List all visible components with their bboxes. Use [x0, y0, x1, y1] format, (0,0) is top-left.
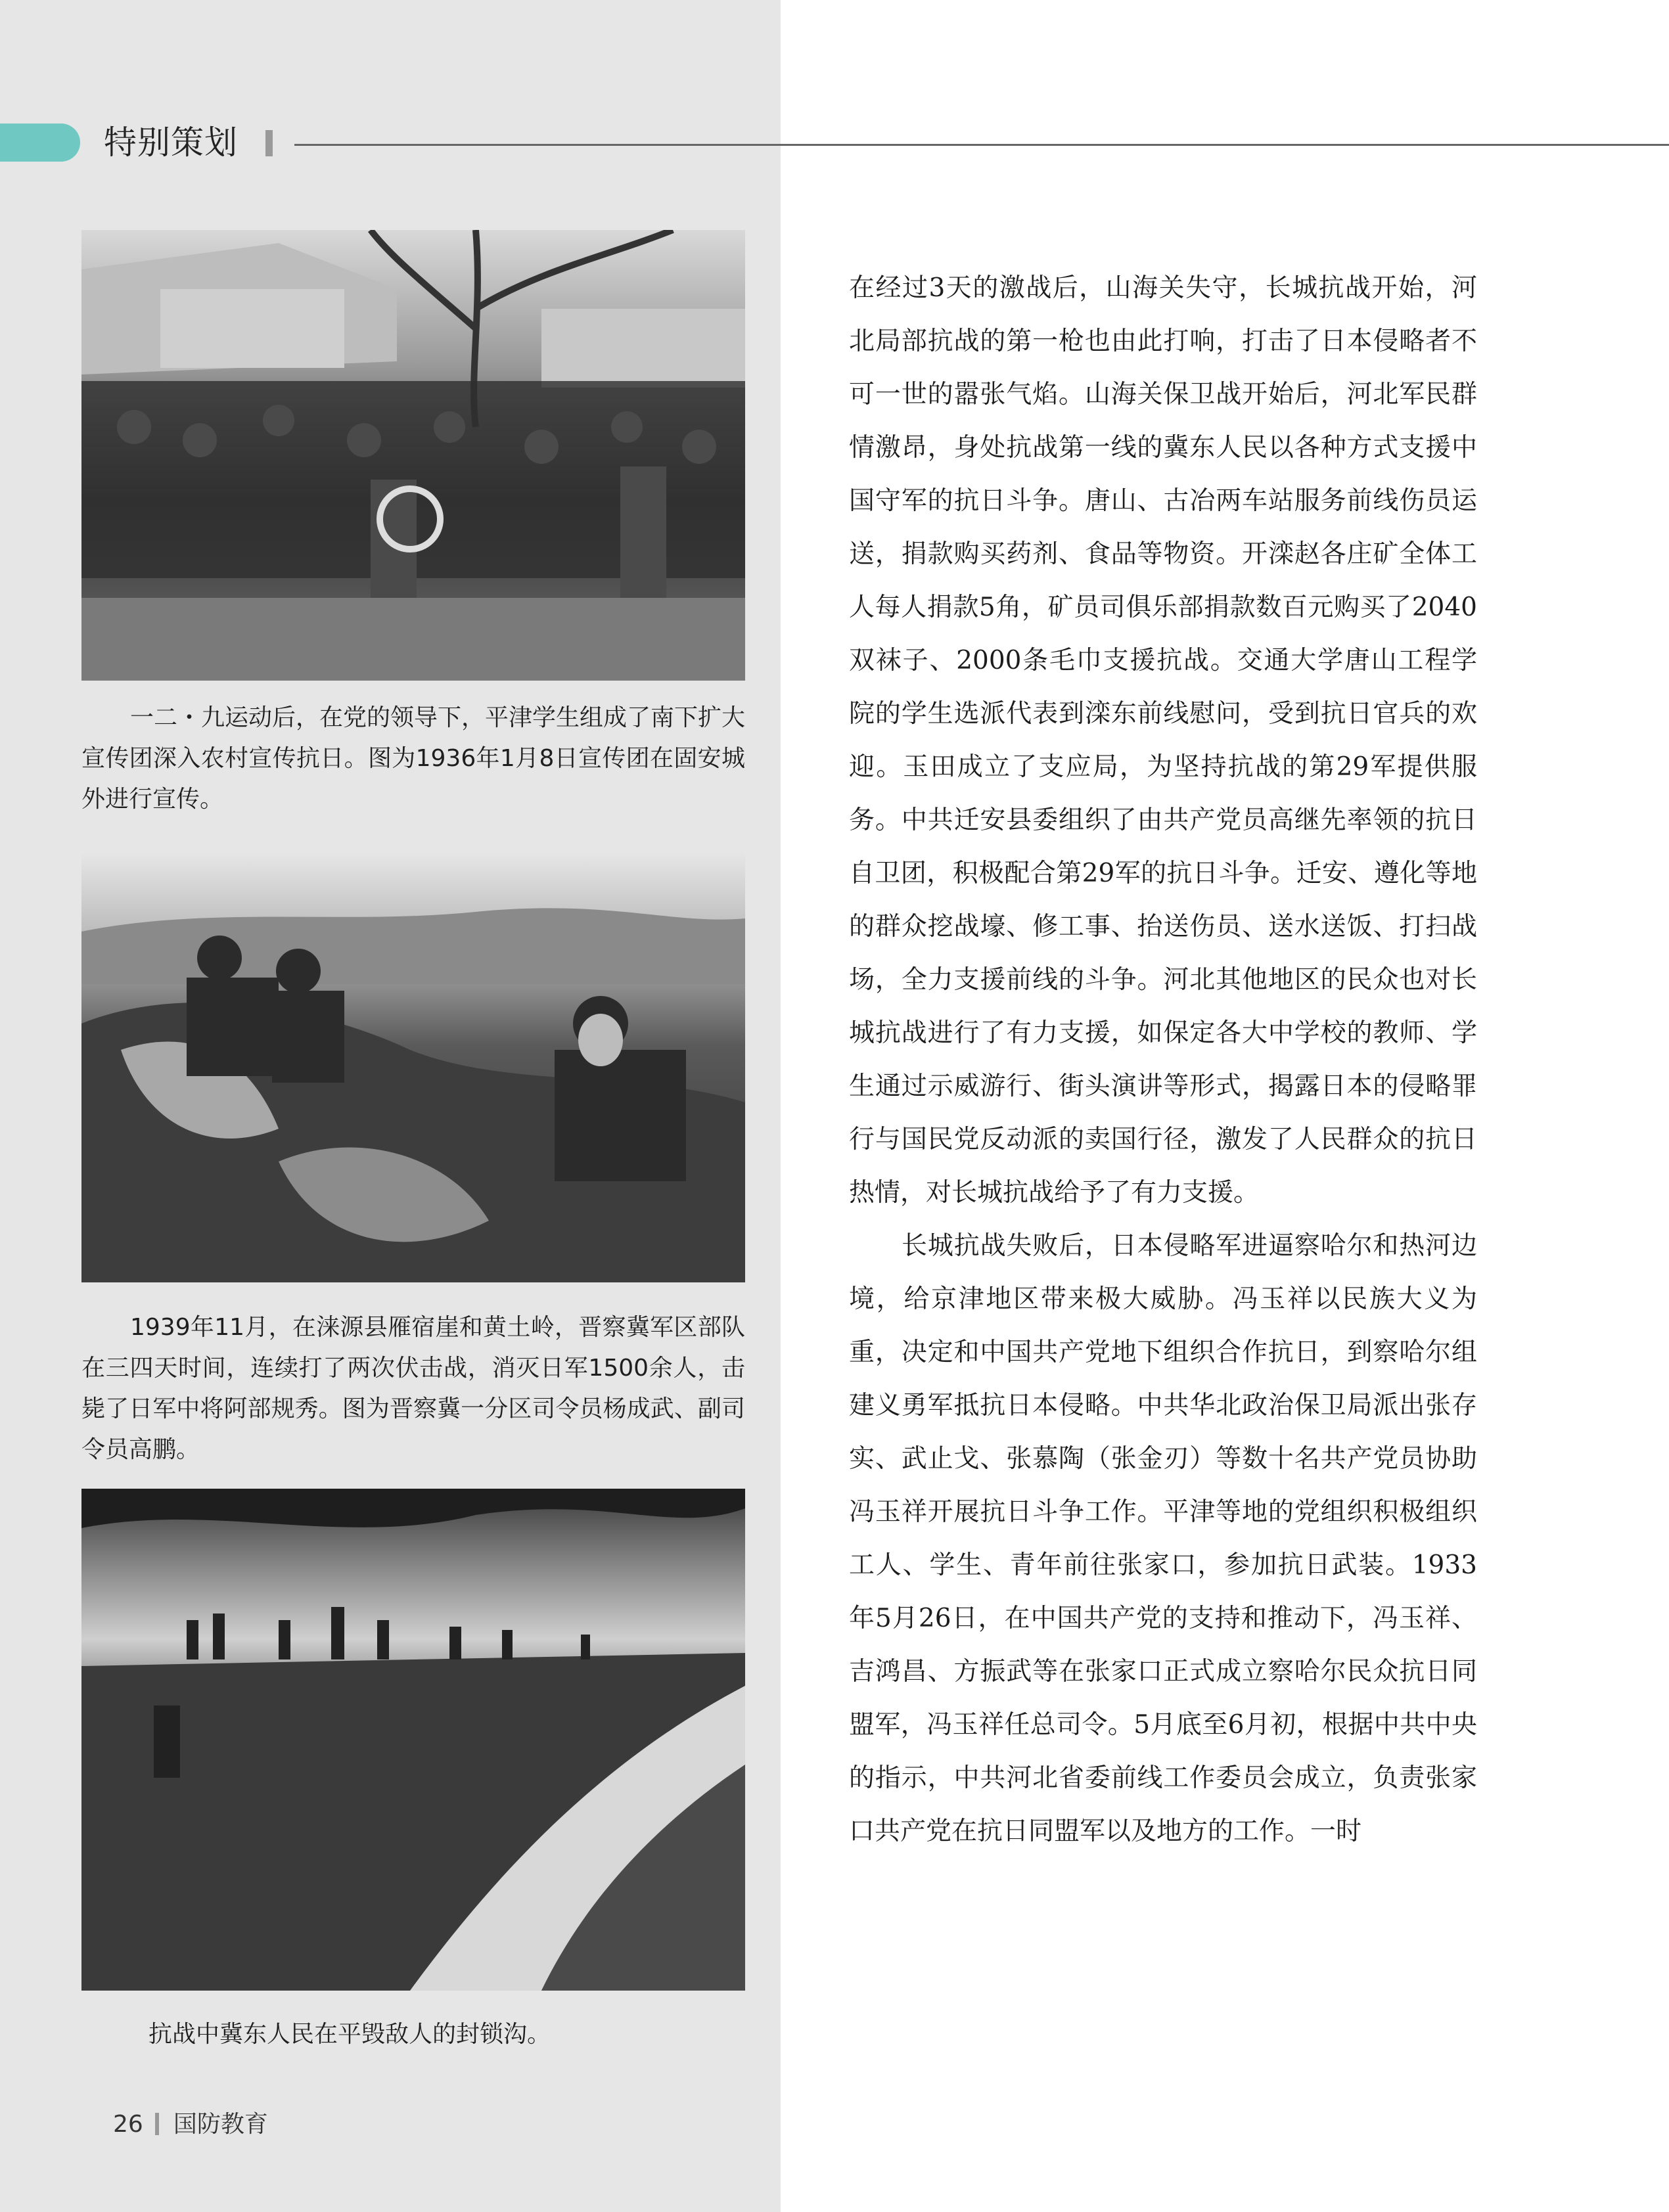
page-number: 26: [113, 2111, 143, 2138]
title-divider-bar: [265, 130, 273, 156]
photo-caption-3: 抗战中冀东人民在平毁敌人的封锁沟。: [149, 2021, 551, 2048]
crowd-photo: [81, 230, 745, 681]
article-body: [849, 261, 1477, 1858]
article-paragraph-1: 在经过3天的激战后，山海关失守，长城抗战开始，河北局部抗战的第一枪也由此打响，打击了日本侵略者不可一世的嚣张气焰。山海关保卫战开始后，河北军民群情激昂，身处抗战第一线的冀东人民以各种方式支援中国守军的抗日斗争。唐山、古冶两车站服务前线伤员运送，捐款购买药剂、食品等物资。开滦赵各庄矿全体工人每人捐款5角，矿员司俱乐部捐款数百元购买了2040双袜子、2000条毛巾支援抗战。交通大学唐山工程学院的学生选派代表到滦东前线慰问，受到抗日官兵的欢迎。玉田成立了支应局，为坚持抗战的第29军提供服务。中共迁安县委组织了由共产党员高继先率领的抗日自卫团，积极配合第29军的抗日斗争。迁安、遵化等地的群众挖战壕、修工事、抬送伤员、送水送饭、打扫战场，全力支援前线的斗争。河北其他地区的民众也对长城抗战进行了有力支援，如保定各大中学校的教师、学生通过示威游行、街头演讲等形式，揭露日本的侵略罪行与国民党反动派的卖国行径，激发了人民群众的抗日热情，对长城抗战给予了有力支援。: [849, 273, 1477, 1208]
soldiers-trench-photo: [81, 853, 745, 1282]
publication-name: 国防教育: [173, 2111, 268, 2138]
footer-divider: [155, 2113, 159, 2135]
section-title: 特别策划: [104, 124, 238, 162]
photo-caption-2: 1939年11月，在涞源县雁宿崖和黄土岭，晋察冀军区部队在三四天时间，连续打了两次伏击战，消灭日军1500余人，击毙了日军中将阿部规秀。图为晋察冀一分区司令员杨成武、副司令员高鹏。: [81, 1314, 745, 1463]
photo-caption-1: 一二・九运动后，在党的领导下，平津学生组成了南下扩大宣传团深入农村宣传抗日。图为1936年1月8日宣传团在固安城外进行宣传。: [81, 704, 746, 813]
article-paragraph-2: 长城抗战失败后，日本侵略军进逼察哈尔和热河边境，给京津地区带来极大威胁。冯玉祥以民族大义为重，决定和中国共产党地下组织合作抗日，到察哈尔组建义勇军抵抗日本侵略。中共华北政治保卫局派出张存实、武止戈、张慕陶（张金刃）等数十名共产党员协助冯玉祥开展抗日斗争工作。平津等地的党组织积极组织工人、学生、青年前往张家口，参加抗日武装。1933年5月26日，在中国共产党的支持和推动下，冯玉祥、吉鸿昌、方振武等在张家口正式成立察哈尔民众抗日同盟军，冯玉祥任总司令。5月底至6月初，根据中共中央的指示，中共河北省委前线工作委员会成立，负责张家口共产党在抗日同盟军以及地方的工作。一时: [849, 1231, 1477, 1846]
page-footer: [113, 2109, 268, 2140]
villagers-ditch-photo: [81, 1489, 745, 1991]
section-tab-marker: [0, 124, 80, 162]
header-rule: [294, 144, 1669, 146]
